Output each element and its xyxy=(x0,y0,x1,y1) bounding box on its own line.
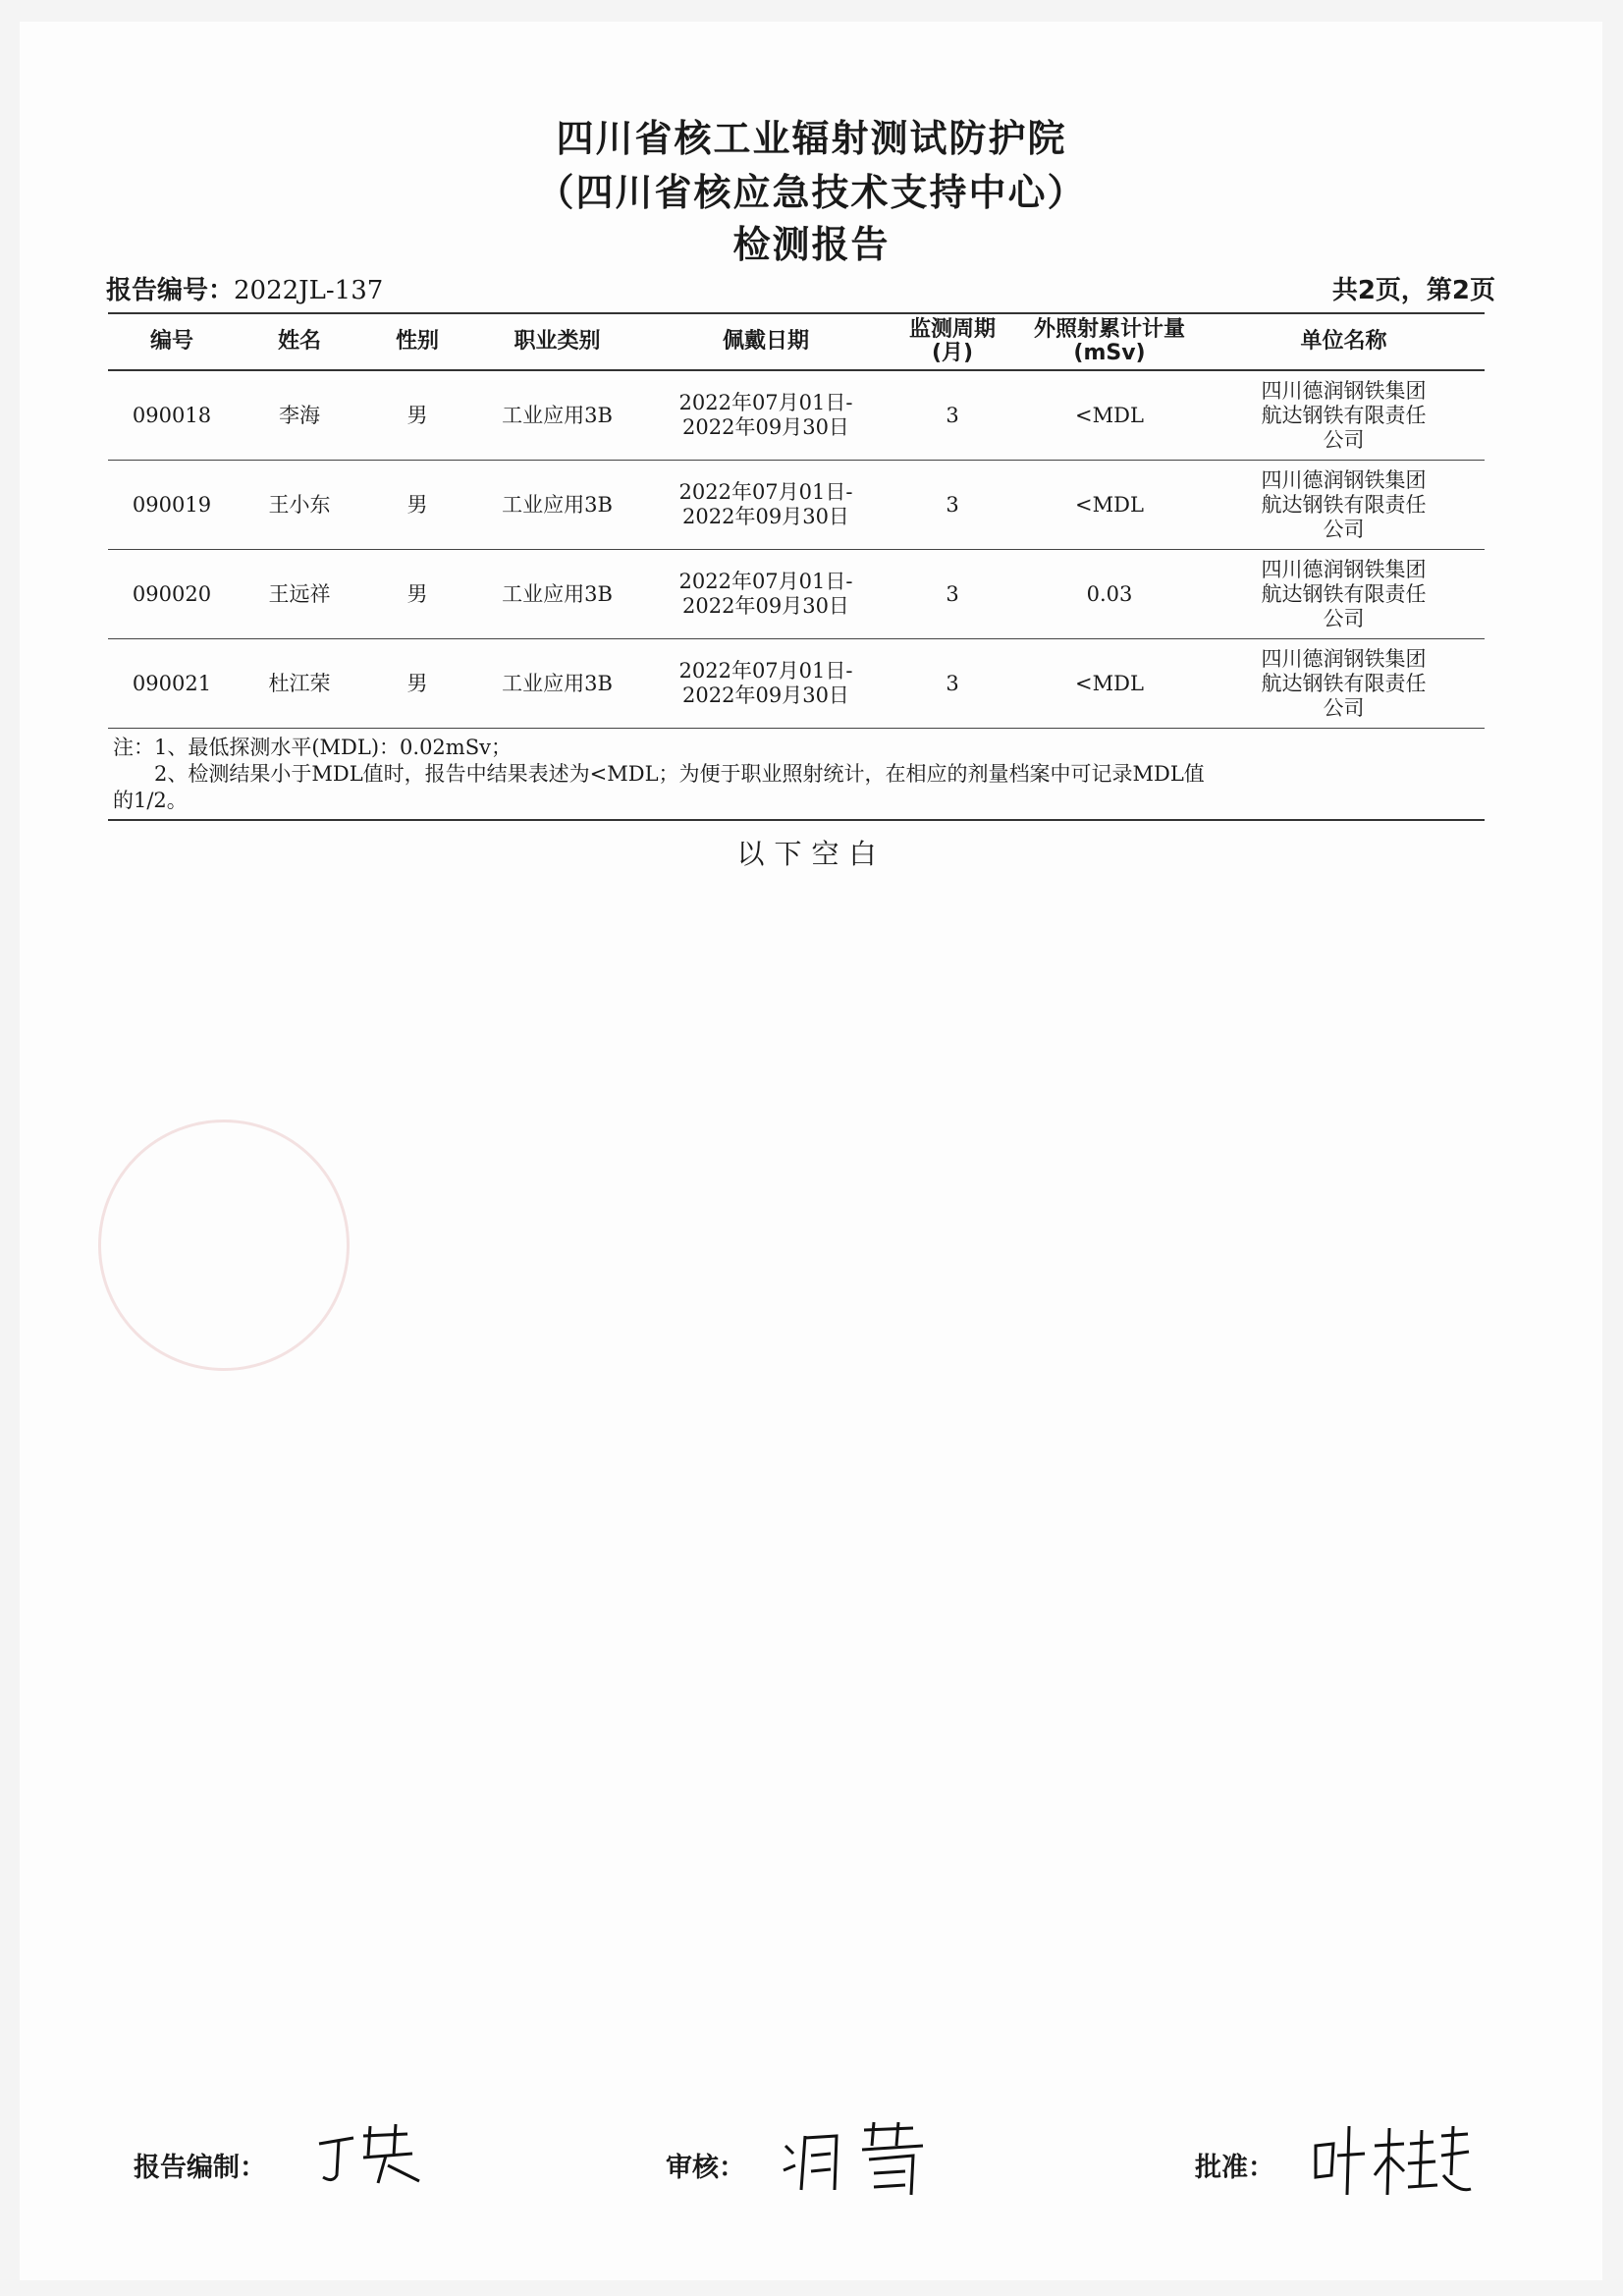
cell-name: 李海 xyxy=(236,370,363,461)
notes-divider xyxy=(108,819,1485,821)
cell-date: 2022年07月01日- 2022年09月30日 xyxy=(643,550,889,639)
notes xyxy=(113,735,1488,814)
cell-unit: 四川德润钢铁集团 航达钢铁有限责任 公司 xyxy=(1203,639,1485,729)
approved-by-label: 批准： xyxy=(1195,2153,1274,2183)
cell-dose: <MDL xyxy=(1016,639,1203,729)
cell-sex: 男 xyxy=(363,550,471,639)
cell-category: 工业应用3B xyxy=(471,639,643,729)
cell-category: 工业应用3B xyxy=(471,550,643,639)
cell-id: 090021 xyxy=(108,639,236,729)
cell-unit: 四川德润钢铁集团 航达钢铁有限责任 公司 xyxy=(1203,370,1485,461)
reviewed-by-label: 审核： xyxy=(666,2153,745,2183)
cell-date: 2022年07月01日- 2022年09月30日 xyxy=(643,370,889,461)
cell-category: 工业应用3B xyxy=(471,461,643,550)
note-line-3: 的1/2。 xyxy=(113,789,188,812)
cell-period: 3 xyxy=(889,461,1016,550)
prepared-by-signature xyxy=(309,2116,427,2195)
cell-period: 3 xyxy=(889,550,1016,639)
cell-period: 3 xyxy=(889,370,1016,461)
cell-unit: 四川德润钢铁集团 航达钢铁有限责任 公司 xyxy=(1203,550,1485,639)
institute-name: 四川省核工业辐射测试防护院 xyxy=(556,117,1067,160)
table-row xyxy=(108,639,1485,729)
cell-date: 2022年07月01日- 2022年09月30日 xyxy=(643,461,889,550)
faded-seal xyxy=(98,1120,350,1371)
cell-period: 3 xyxy=(889,639,1016,729)
cell-name: 王小东 xyxy=(236,461,363,550)
approved-by-signature xyxy=(1306,2116,1473,2205)
table-row xyxy=(108,550,1485,639)
sex-header: 性别 xyxy=(363,313,471,370)
cell-id: 090020 xyxy=(108,550,236,639)
dose-header: 外照射累计计量 (mSv) xyxy=(1016,313,1203,370)
cell-sex: 男 xyxy=(363,461,471,550)
note-line-1: 注：1、最低探测水平(MDL)：0.02mSv； xyxy=(113,736,512,759)
report-number-label: 报告编号： xyxy=(106,276,235,305)
unit-header: 单位名称 xyxy=(1203,313,1485,370)
date-header: 佩戴日期 xyxy=(643,313,889,370)
period-header: 监测周期 (月) xyxy=(889,313,1016,370)
table-row xyxy=(108,370,1485,461)
cell-dose: <MDL xyxy=(1016,370,1203,461)
blank-below-marker: 以下空白 xyxy=(736,838,887,870)
cell-id: 090019 xyxy=(108,461,236,550)
id-header: 编号 xyxy=(108,313,236,370)
cell-unit: 四川德润钢铁集团 航达钢铁有限责任 公司 xyxy=(1203,461,1485,550)
report-number-value: 2022JL-137 xyxy=(234,276,384,305)
name-header: 姓名 xyxy=(236,313,363,370)
cell-date: 2022年07月01日- 2022年09月30日 xyxy=(643,639,889,729)
note-line-2: 2、检测结果小于MDL值时，报告中结果表述为<MDL；为便于职业照射统计，在相应的剂量档案中可记录MDL值 xyxy=(113,762,1205,786)
cell-dose: 0.03 xyxy=(1016,550,1203,639)
cell-name: 王远祥 xyxy=(236,550,363,639)
institute-subtitle: （四川省核应急技术支持中心） xyxy=(536,171,1087,214)
report-title: 检测报告 xyxy=(732,223,891,266)
reviewed-by-signature xyxy=(776,2116,933,2205)
table-body xyxy=(108,370,1485,729)
dosimetry-table xyxy=(108,312,1485,729)
table-row xyxy=(108,461,1485,550)
cell-sex: 男 xyxy=(363,370,471,461)
cell-id: 090018 xyxy=(108,370,236,461)
cell-sex: 男 xyxy=(363,639,471,729)
category-header: 职业类别 xyxy=(471,313,643,370)
table-header-row xyxy=(108,313,1485,370)
report-number xyxy=(106,270,383,306)
prepared-by-label: 报告编制： xyxy=(134,2153,266,2183)
cell-name: 杜江荣 xyxy=(236,639,363,729)
page-indicator: 共2页，第2页 xyxy=(1331,276,1495,305)
cell-dose: <MDL xyxy=(1016,461,1203,550)
cell-category: 工业应用3B xyxy=(471,370,643,461)
